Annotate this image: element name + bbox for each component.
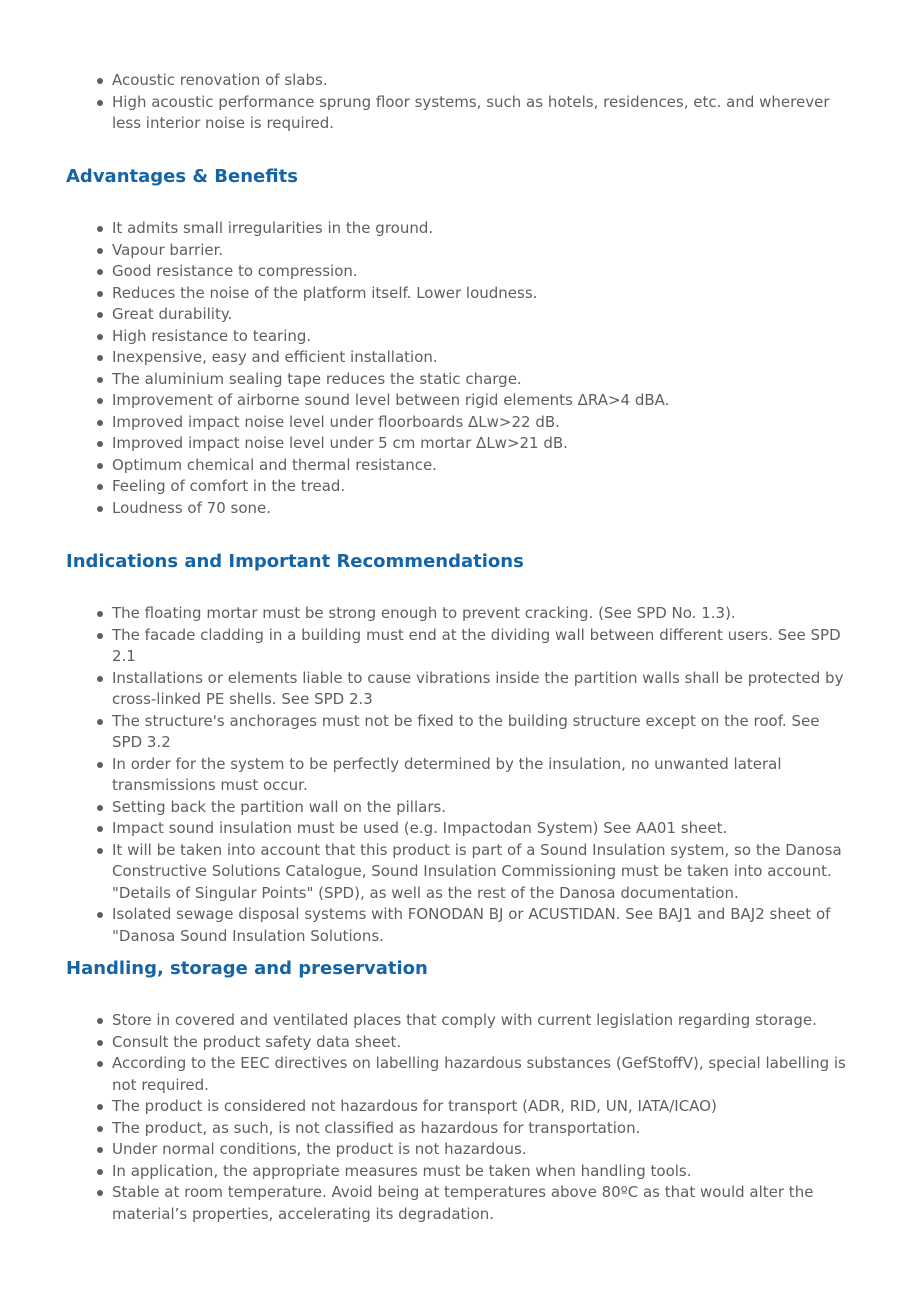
list-item: Reduces the noise of the platform itself. Lower loudness. [94, 283, 854, 305]
list-item: Good resistance to compression. [94, 261, 854, 283]
list-item: Vapour barrier. [94, 240, 854, 262]
list-item: The facade cladding in a building must end at the dividing wall between different users. See SPD 2.1 [94, 625, 854, 668]
section-title-advantages: Advantages & Benefits [66, 166, 298, 187]
list-item: Isolated sewage disposal systems with FONODAN BJ or ACUSTIDAN. See BAJ1 and BAJ2 sheet of "Danosa Sound Insulation Solutions. [94, 904, 854, 947]
list-item: Impact sound insulation must be used (e.g. Impactodan System) See AA01 sheet. [94, 818, 854, 840]
list-item: Store in covered and ventilated places that comply with current legislation regarding storage. [94, 1010, 854, 1032]
list-item: Improvement of airborne sound level between rigid elements ΔRA>4 dBA. [94, 390, 854, 412]
list-item: Optimum chemical and thermal resistance. [94, 455, 854, 477]
list-item: High resistance to tearing. [94, 326, 854, 348]
list-item: Improved impact noise level under floorboards ΔLw>22 dB. [94, 412, 854, 434]
list-item: The structure's anchorages must not be fixed to the building structure except on the roof. See SPD 3.2 [94, 711, 854, 754]
list-item: Under normal conditions, the product is not hazardous. [94, 1139, 854, 1161]
intro-list [94, 70, 854, 135]
list-item: High acoustic performance sprung floor systems, such as hotels, residences, etc. and wherever less interior noise is required. [94, 92, 854, 135]
handling-list [94, 1010, 854, 1225]
list-item: In application, the appropriate measures must be taken when handling tools. [94, 1161, 854, 1183]
list-item: Consult the product safety data sheet. [94, 1032, 854, 1054]
list-item: In order for the system to be perfectly determined by the insulation, no unwanted lateral transmissions must occur. [94, 754, 854, 797]
list-item: The product is considered not hazardous for transport (ADR, RID, UN, IATA/ICAO) [94, 1096, 854, 1118]
advantages-list [94, 218, 854, 519]
recommendations-list [94, 603, 854, 947]
list-item: The product, as such, is not classified as hazardous for transportation. [94, 1118, 854, 1140]
list-item: Great durability. [94, 304, 854, 326]
list-item: Improved impact noise level under 5 cm mortar ΔLw>21 dB. [94, 433, 854, 455]
list-item: Inexpensive, easy and efficient installation. [94, 347, 854, 369]
list-item: Installations or elements liable to cause vibrations inside the partition walls shall be protected by cross-linked PE shells. See SPD 2.3 [94, 668, 854, 711]
list-item: It admits small irregularities in the ground. [94, 218, 854, 240]
list-item: Loudness of 70 sone. [94, 498, 854, 520]
list-item: According to the EEC directives on labelling hazardous substances (GefStoffV), special labelling is not required. [94, 1053, 854, 1096]
list-item: Acoustic renovation of slabs. [94, 70, 854, 92]
list-item: Stable at room temperature. Avoid being at temperatures above 80ºC as that would alter the material’s properties, accelerating its degradation. [94, 1182, 854, 1225]
list-item: The aluminium sealing tape reduces the static charge. [94, 369, 854, 391]
list-item: Feeling of comfort in the tread. [94, 476, 854, 498]
list-item: The floating mortar must be strong enough to prevent cracking. (See SPD No. 1.3). [94, 603, 854, 625]
list-item: Setting back the partition wall on the pillars. [94, 797, 854, 819]
list-item: It will be taken into account that this product is part of a Sound Insulation system, so the Danosa Constructive Solutions Catalogue, Sound Insulation Commissioning must be taken into account. "Details of Singular Points" (SPD), as well as the rest of the Danosa documentation. [94, 840, 854, 905]
section-title-recommendations: Indications and Important Recommendations [66, 551, 524, 572]
section-title-handling: Handling, storage and preservation [66, 958, 428, 979]
